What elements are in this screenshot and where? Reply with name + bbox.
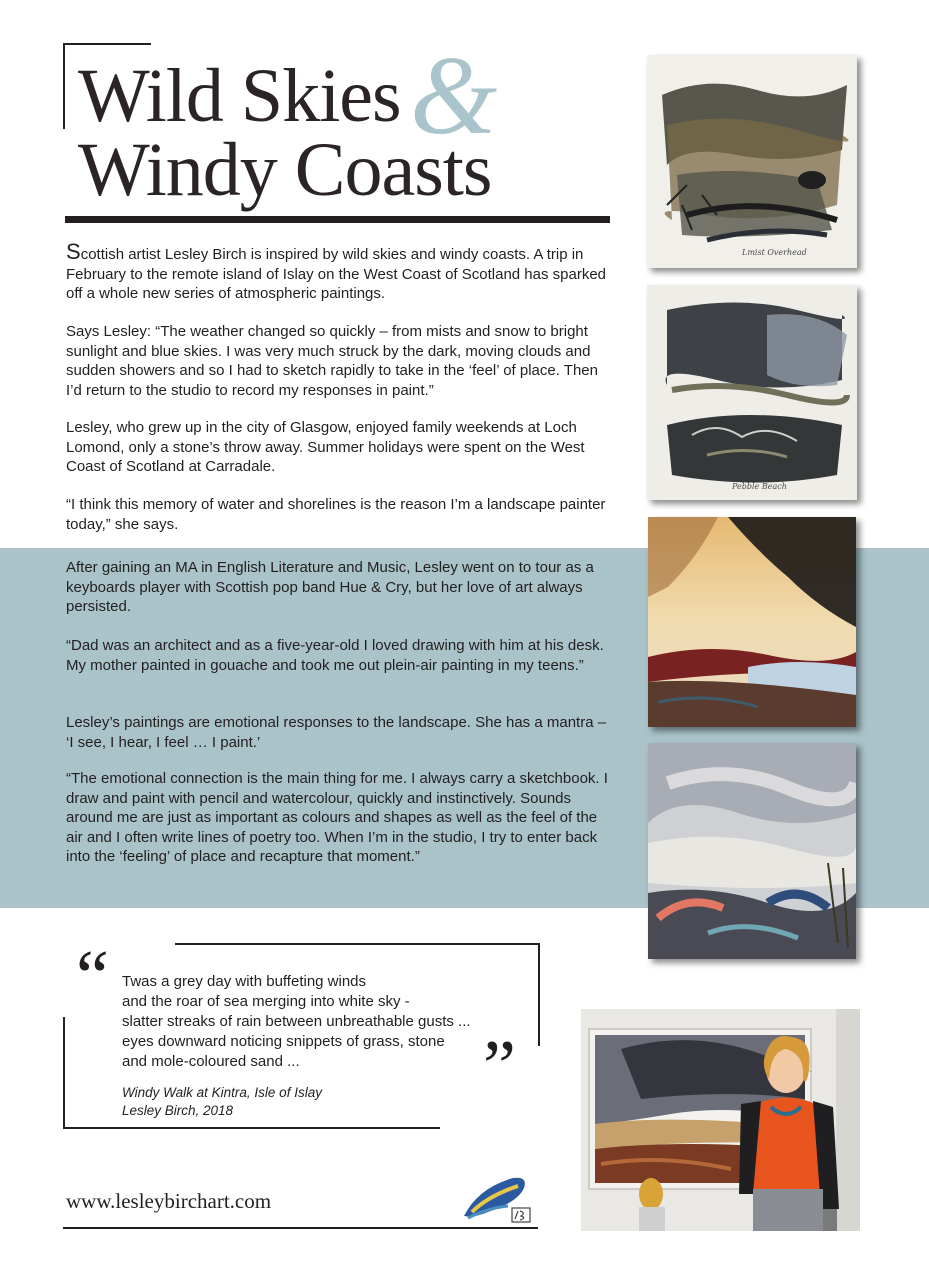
- article-paragraph-8: “The emotional connection is the main thing for me. I always carry a sketchbook. I draw and paint with pencil and watercolour, quickly and instinctively. Sounds around me are just as important as colours and shapes as well as the feel of the air and I often write lines of poetry too. When I’m in the studio, I try to enter back into the ‘feeling’ of place and recapture that moment.”: [66, 770, 608, 865]
- website-link[interactable]: www.lesleybirchart.com: [66, 1189, 272, 1213]
- quote-frame-bottom: [63, 1127, 440, 1129]
- footer-rule: [63, 1227, 538, 1229]
- article-paragraph-3: Lesley, who grew up in the city of Glasgow, enjoyed family weekends at Loch Lomond, only a stone’s throw away. Summer holidays were spent on the West Coast of Scotland at Carradale.: [66, 419, 585, 475]
- title-underline-rule: [65, 216, 610, 223]
- painting-2-image: [647, 285, 857, 500]
- article-paragraph-2: Says Lesley: “The weather changed so quickly – from mists and snow to bright sunlight and blue skies. I was very much struck by the dark, moving clouds and sudden showers and so I had to sketch rapidly to take in the ‘feel’ of place. Then I’d return to the studio to record my responses in paint.”: [66, 323, 598, 399]
- painting-3-image: [648, 517, 856, 727]
- article-paragraph-6: “Dad was an architect and as a five-year-old I loved drawing with him at his desk. My mother painted in gouache and took me out plein-air painting in my teens.”: [66, 637, 604, 674]
- painting-4-artwork: [648, 743, 856, 959]
- painting-1-image: [647, 55, 857, 268]
- poem-line-3: slatter streaks of rain between unbreathable gusts ...: [122, 1013, 471, 1030]
- article-paragraph-1: [66, 239, 607, 304]
- quote-frame-left: [63, 1017, 65, 1129]
- painting-1-artwork: [647, 55, 857, 268]
- title-corner-rule-horizontal: [63, 43, 151, 45]
- page-title-line-2: Windy Coasts: [78, 128, 492, 212]
- title-corner-rule-vertical: [63, 43, 65, 129]
- painting-2-inscription: Pebble Beach: [732, 482, 787, 491]
- quote-frame-top: [175, 943, 539, 945]
- poem-line-1: Twas a grey day with buffeting winds: [122, 973, 367, 990]
- drop-cap: S: [66, 239, 81, 264]
- poem-attribution-author: Lesley Birch, 2018: [122, 1103, 234, 1118]
- title-ampersand: &: [410, 34, 498, 158]
- painting-3-artwork: [648, 517, 856, 727]
- poem-line-4: eyes downward noticing snippets of grass, stone: [122, 1033, 445, 1050]
- painting-1-inscription: Lmist Overhead: [742, 248, 807, 257]
- artist-photo: [581, 1009, 860, 1231]
- article-paragraph-4: “I think this memory of water and shorelines is the reason I’m a landscape painter today,” she says.: [66, 496, 606, 533]
- poem-quote: [122, 972, 512, 1072]
- painting-2-artwork: [647, 285, 857, 500]
- artist-brush-logo: [458, 1168, 534, 1226]
- article-paragraph-1-text: cottish artist Lesley Birch is inspired by wild skies and windy coasts. A trip in February to the remote island of Islay on the West Coast of Scotland has sparked off a whole new series of atmospheric paintings.: [66, 246, 607, 302]
- article-paragraph-7: Lesley’s paintings are emotional responses to the landscape. She has a mantra – ‘I see, I hear, I feel … I paint.’: [66, 714, 607, 751]
- poem-attribution: [122, 1084, 322, 1120]
- poem-attribution-title: Windy Walk at Kintra, Isle of Islay: [122, 1085, 322, 1100]
- page-title-line-1: Wild Skies: [78, 54, 401, 138]
- poem-line-5: and mole-coloured sand ...: [122, 1053, 300, 1070]
- painting-4-image: [648, 743, 856, 959]
- article-paragraph-5: After gaining an MA in English Literature and Music, Lesley went on to tour as a keyboards player with Scottish pop band Hue & Cry, but her love of art always persisted.: [66, 559, 594, 615]
- quote-frame-right: [538, 943, 540, 1046]
- brush-stroke-icon: [458, 1168, 534, 1226]
- artist-photo-illustration: [581, 1009, 860, 1231]
- quote-open-mark: “: [76, 936, 109, 1018]
- poem-line-2: and the roar of sea merging into white sky -: [122, 993, 410, 1010]
- quote-close-mark: ”: [483, 1026, 516, 1108]
